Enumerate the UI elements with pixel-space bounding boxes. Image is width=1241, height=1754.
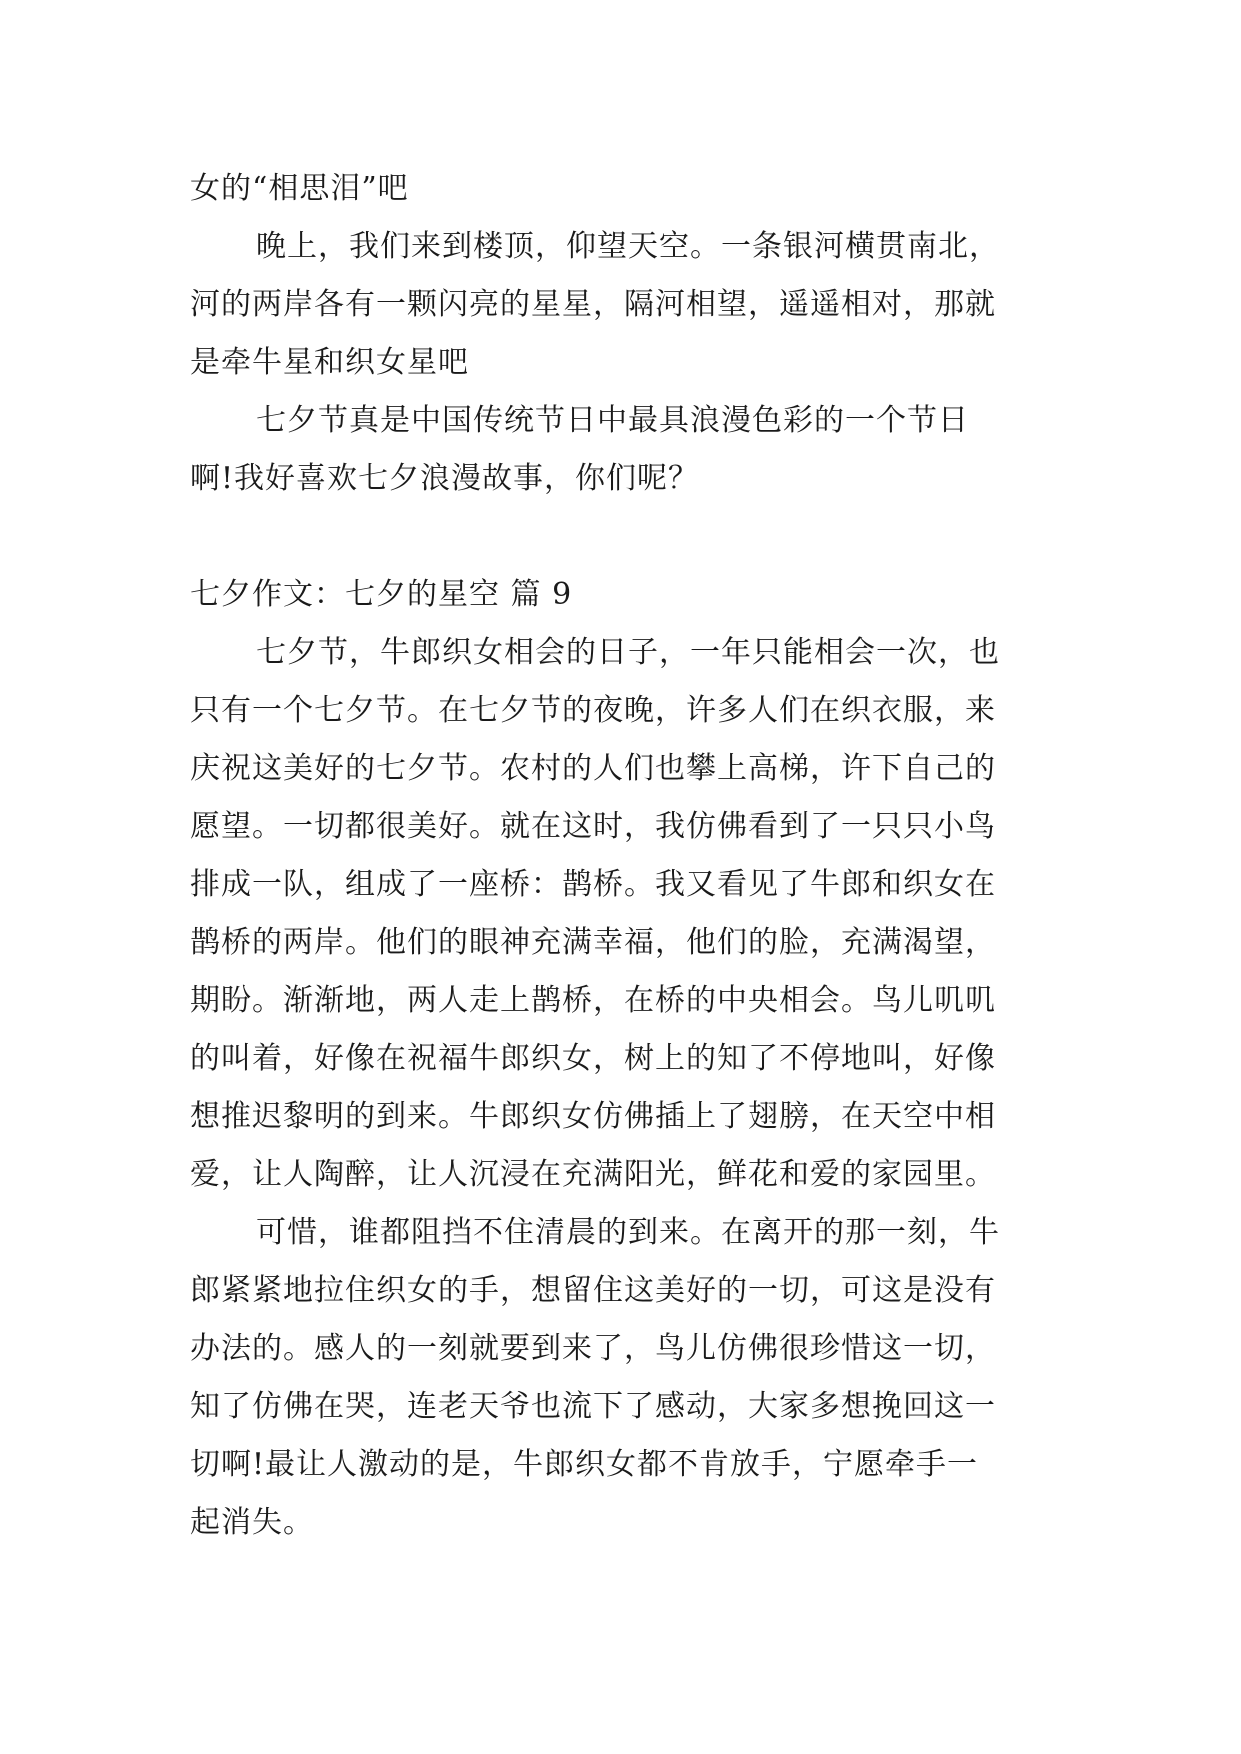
paragraph-line: 期盼。渐渐地，两人走上鹊桥，在桥的中央相会。鸟儿叽叽	[190, 983, 996, 1018]
paragraph-line: 愿望。一切都很美好。就在这时，我仿佛看到了一只只小鸟	[190, 809, 996, 844]
text-line: 女的“相思泪”吧	[190, 171, 409, 206]
paragraph-line: 起消失。	[190, 1505, 314, 1540]
paragraph-line: 七夕节真是中国传统节日中最具浪漫色彩的一个节日	[256, 403, 969, 438]
paragraph-line: 知了仿佛在哭，连老天爷也流下了感动，大家多想挽回这一	[190, 1389, 996, 1424]
paragraph-line: 河的两岸各有一颗闪亮的星星，隔河相望，遥遥相对，那就	[190, 287, 996, 322]
paragraph-line: 庆祝这美好的七夕节。农村的人们也攀上高梯，许下自己的	[190, 751, 996, 786]
paragraph-line: 啊!我好喜欢七夕浪漫故事，你们呢？	[190, 461, 700, 496]
paragraph-line: 排成一队，组成了一座桥：鹊桥。我又看见了牛郎和织女在	[190, 867, 996, 902]
paragraph-line: 只有一个七夕节。在七夕节的夜晚，许多人们在织衣服，来	[190, 693, 996, 728]
paragraph-line: 是牵牛星和织女星吧	[190, 345, 469, 380]
document-page	[190, 160, 1075, 1552]
paragraph-line: 郎紧紧地拉住织女的手，想留住这美好的一切，可这是没有	[190, 1273, 996, 1308]
paragraph-line: 晚上，我们来到楼顶，仰望天空。一条银河横贯南北，	[256, 229, 1000, 264]
section-heading: 七夕作文：七夕的星空 篇 9	[190, 577, 573, 612]
paragraph-line: 办法的。感人的一刻就要到来了，鸟儿仿佛很珍惜这一切，	[190, 1331, 996, 1366]
paragraph-line: 想推迟黎明的到来。牛郎织女仿佛插上了翅膀，在天空中相	[190, 1099, 996, 1134]
section-spacer	[190, 508, 1075, 566]
paragraph-line: 鹊桥的两岸。他们的眼神充满幸福，他们的脸，充满渴望，	[190, 925, 996, 960]
paragraph-line: 切啊!最让人激动的是，牛郎织女都不肯放手，宁愿牵手一	[190, 1447, 979, 1482]
paragraph-line: 七夕节，牛郎织女相会的日子，一年只能相会一次，也	[256, 635, 1000, 670]
paragraph-line: 的叫着，好像在祝福牛郎织女，树上的知了不停地叫，好像	[190, 1041, 996, 1076]
paragraph-line: 爱，让人陶醉，让人沉浸在充满阳光，鲜花和爱的家园里。	[190, 1157, 996, 1192]
paragraph-line: 可惜，谁都阻挡不住清晨的到来。在离开的那一刻，牛	[256, 1215, 1000, 1250]
